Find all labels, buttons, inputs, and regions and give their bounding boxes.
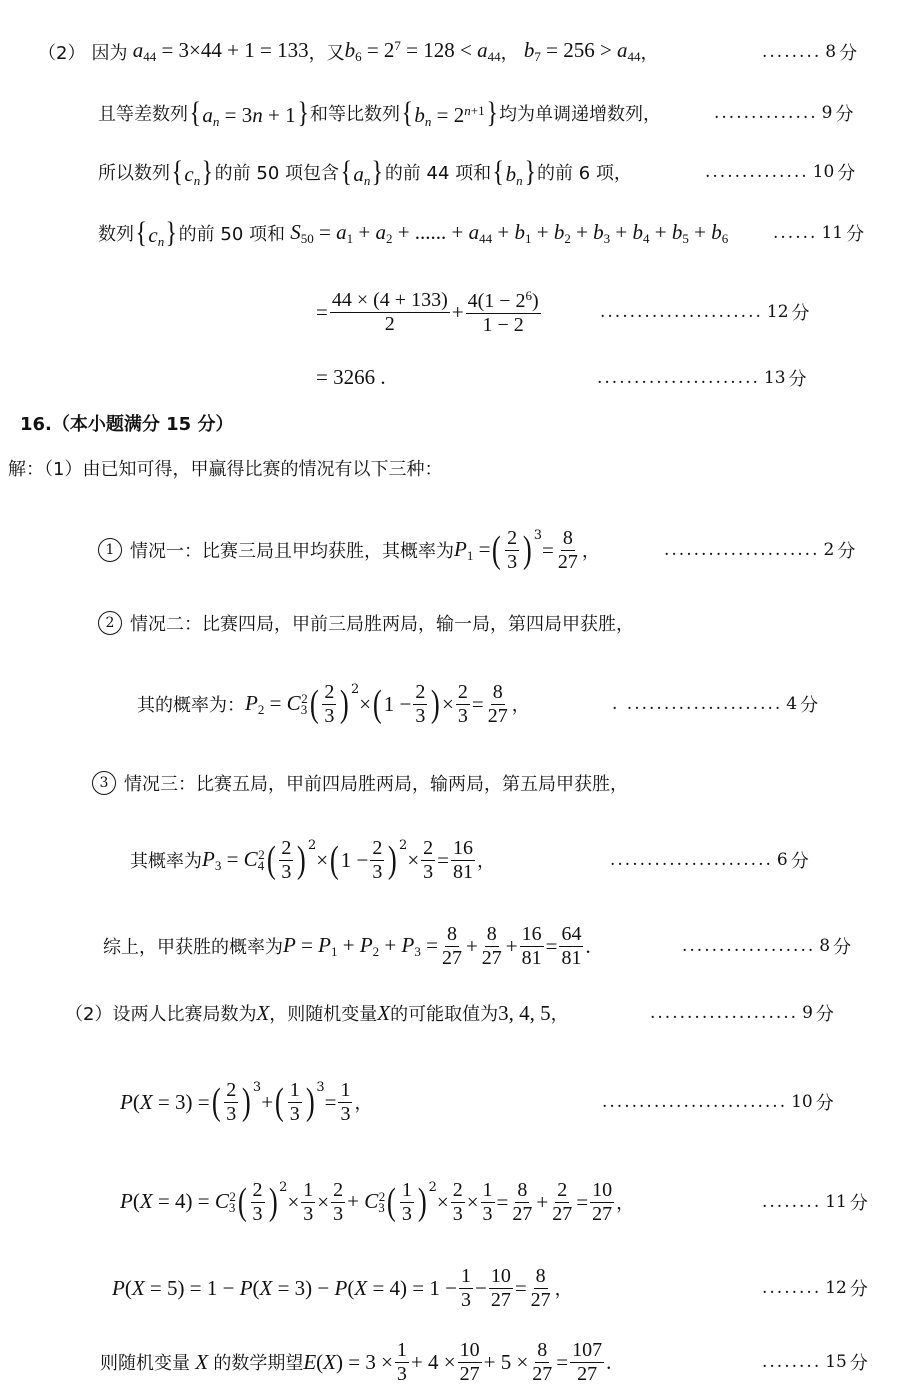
formula-b6: $b_6 = 2^7 = 128 < a_{44}$ <box>344 38 501 64</box>
formula-bn: $\{b_n = 2^{n+1}\}$ <box>401 96 498 129</box>
px3: P(X = 3) = ( $\frac{2}{3}$ ) $^3$ + ( $\frac{1}{3}$ ) $^3$ = $\frac{1}{3}$ ， ......................... 10 分 <box>120 1078 834 1125</box>
expectation: 则随机变量 X 的数学期望 E(X) = 3 × $\frac{1}{3}$ + 4 × $\frac{10}{27}$ + 5 × $\frac{8}{27}$ = $\frac{107}{27}$ . ........ 15 分 <box>100 1338 868 1385</box>
summary: 综上，甲获胜的概率为 $P = P_1 + P_2 + P_3$ = $\frac{8}{27}$ + $\frac{8}{27}$ + $\frac{16}{81}$ = $\frac{64}{81}$ . .................. 8 分 <box>103 922 852 969</box>
score-mark: ...................... 12 分 <box>600 302 810 324</box>
score-mark: ...... 11 分 <box>773 223 865 245</box>
part-2-intro: （2）设两人比赛局数为 X ，则随机变量 X 的可能取值为 3, 4, 5 ， .................... 9 分 <box>65 1000 834 1025</box>
line-15-2-1: （2） 因为 $a_{44} = 3\times 44 + 1 = 133$ ，又 $b_6 = 2^7 = 128 < a_{44}$ ， $b_7 = 256 > a_{44}$ ， ........ 8 分 <box>38 38 858 64</box>
line-15-2-5: = $\frac{44 \times (4 + 133)}{2}$ + $\frac{4(1 - 2^6)}{1 - 2}$ ...................... 12 分 <box>316 287 810 336</box>
line-15-2-4: 数列 $\{c_n\}$ 的前 50 项和 $S_{50} = a_1 + a_2$ + ...... + $a_{44} + b_1 + b_2 + b_3 + b_4 + b_5 + b_6$ ...... 11 分 <box>98 216 865 249</box>
score-mark: .............. 9 分 <box>714 103 854 125</box>
score-mark: ...................... 13 分 <box>597 367 807 390</box>
line-15-2-6 <box>0 365 900 390</box>
problem-16-title: 16.（本小题满分 15 分） <box>20 414 234 435</box>
problem-16-intro: 解：（1）由已知可得，甲赢得比赛的情况有以下三种： <box>8 459 443 480</box>
score-mark: ........ 8 分 <box>762 41 858 64</box>
score-mark: . ..................... 4 分 <box>612 694 819 716</box>
score-mark: ........ 11 分 <box>762 1192 868 1214</box>
line-15-2-2: 且等差数列 $\{a_n = 3n + 1\}$ 和等比数列 $\{b_n = 2^{n+1}\}$ 均为单调递增数列， .............. 9 分 <box>98 96 854 129</box>
score-mark: ........ 12 分 <box>762 1278 868 1300</box>
final-value: = 3266 . <box>316 365 386 389</box>
fraction: $\frac{44 \times (4 + 133)}{2}$ <box>331 288 448 335</box>
case-3-prob: 其概率为 $P_3 = C_4^2$ ( $\frac{2}{3}$ ) $^2$ × ( 1 − $\frac{2}{3}$ ) $^2$ × $\frac{2}{3}$ = $\frac{16}{81}$ ， ...................... 6 分 <box>130 836 809 883</box>
case-3: 3 情况三：比赛五局，甲前四局胜两局，输两局，第五局甲获胜， <box>0 770 900 796</box>
px4: $P(X = 4) = C_3^2$ ( $\frac{2}{3}$ ) $^2$ × $\frac{1}{3}$ × $\frac{2}{3}$ + $C_3^2$ ( $\frac{1}{3}$ ) $^2$ × $\frac{2}{3}$ × $\frac{1}{3}$ = $\frac{8}{27}$ + $\frac{2}{27}$ = $\frac{10}{27}$ ， ........ 11 分 <box>120 1178 868 1225</box>
case-2-prob: 其的概率为： $P_2 = C_3^2$ ( $\frac{2}{3}$ ) $^2$ × ( 1 − $\frac{2}{3}$ ) × $\frac{2}{3}$ = $\frac{8}{27}$ ， . ..................... 4 分 <box>137 680 819 727</box>
score-mark: ......................... 10 分 <box>602 1092 834 1114</box>
score-mark: .................. 8 分 <box>682 936 852 958</box>
score-mark: ........ 15 分 <box>762 1352 868 1374</box>
formula-an: $\{a_n = 3n + 1\}$ <box>189 96 309 129</box>
case-1: 1 情况一：比赛三局且甲均获胜，其概率为 $P_1$ = ( $\frac{2}{3}$ ) $^3$ = $\frac{8}{27}$ ， ..................... 2 分 <box>0 522 900 578</box>
formula-a44: $a_{44} = 3\times 44 + 1 = 133$ <box>132 38 309 64</box>
formula-b7: $b_7 = 256 > a_{44}$ <box>523 38 641 64</box>
case-2: 2 情况二：比赛四局，甲前三局胜两局，输一局，第四局甲获胜， <box>0 610 900 636</box>
line-15-2-3: 所以数列 $\{c_n\}$ 的前 50 项包含 $\{a_n\}$ 的前 44 项和 $\{b_n\}$ 的前 6 项， .............. 10 分 <box>98 155 856 188</box>
circled-number-2: 2 <box>98 611 122 635</box>
part-label: （2） <box>38 42 86 64</box>
circled-number-1: 1 <box>98 538 122 562</box>
score-mark: ..................... 2 分 <box>664 540 856 562</box>
score-mark: .............. 10 分 <box>705 162 856 184</box>
px5: P(X = 5) = 1 − P(X = 3) − P(X = 4) = 1 − $\frac{1}{3}$ − $\frac{10}{27}$ = $\frac{8}{27}$ ， ........ 12 分 <box>112 1264 868 1311</box>
formula-s50: $S_{50} = a_1 + a_2$ + ...... + $a_{44} + b_1 + b_2 + b_3 + b_4 + b_5 + b_6$ <box>290 219 729 246</box>
circled-number-3: 3 <box>92 771 116 795</box>
score-mark: ...................... 6 分 <box>610 850 809 872</box>
score-mark: .................... 9 分 <box>650 1003 834 1025</box>
fraction: $\frac{4(1 - 2^6)}{1 - 2}$ <box>467 287 539 336</box>
